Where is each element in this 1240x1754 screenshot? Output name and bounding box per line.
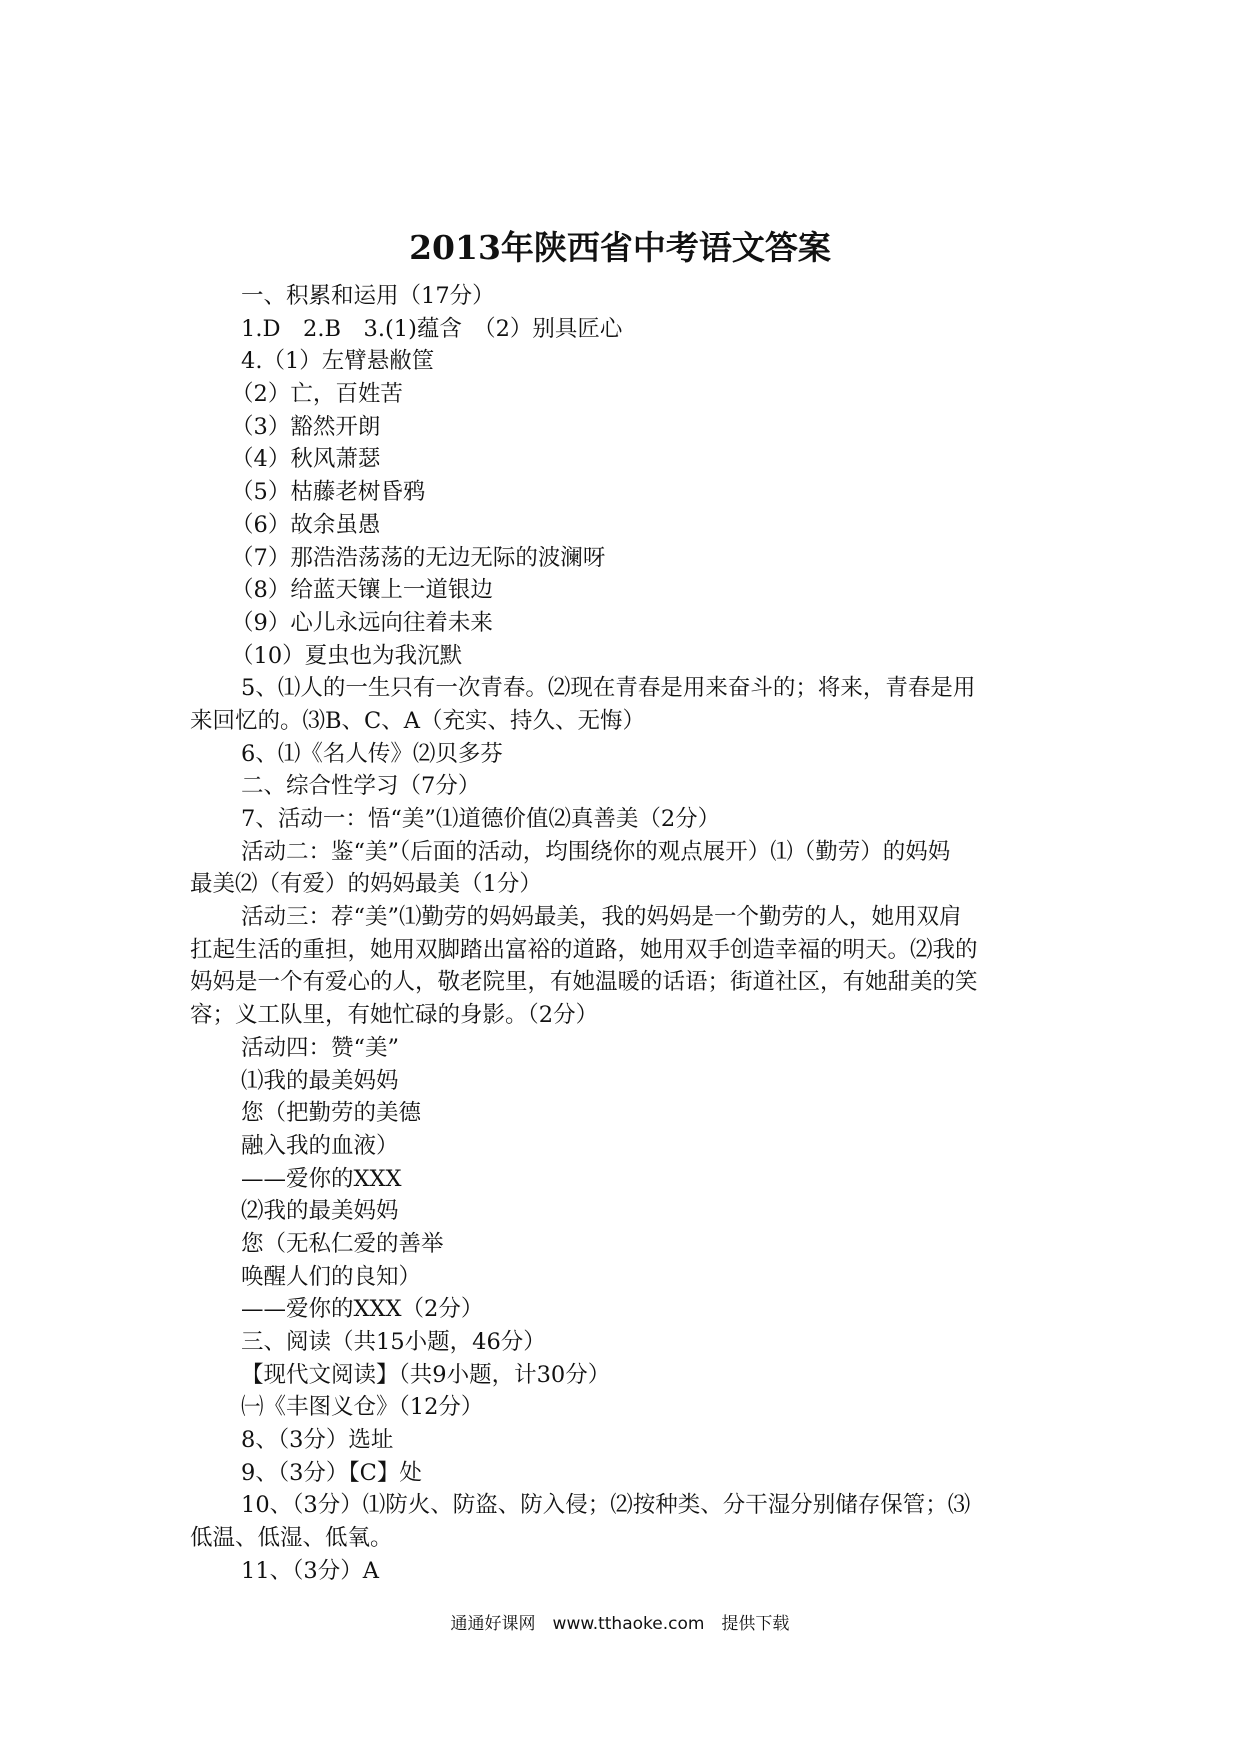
answer-line: 8、（3分）选址 [241, 1427, 394, 1454]
page-title: 2013年陕西省中考语文答案 [409, 228, 831, 267]
answer-line: 1.D 2.B 3.(1)蕴含 （2）别具匠心 [241, 315, 623, 342]
answer-line: 容；义工队里，有她忙碌的身影。（2分） [190, 1002, 599, 1029]
answer-body [190, 280, 1068, 1588]
answer-line: 唤醒人们的良知） [241, 1263, 422, 1290]
answer-line: ㈠《丰图义仓》（12分） [241, 1394, 484, 1421]
answer-line: 5、⑴人的一生只有一次青春。⑵现在青春是用来奋斗的；将来，青春是用 [241, 675, 976, 702]
answer-line: （7）那浩浩荡荡的无边无际的波澜呀 [231, 544, 606, 571]
answer-line: 最美⑵（有爱）的妈妈最美（1分） [190, 871, 542, 898]
answer-line: 三、阅读（共15小题，46分） [241, 1329, 546, 1355]
answer-line: 6、⑴《名人传》⑵贝多芬 [241, 740, 503, 767]
answer-line: 您（把勤劳的美德 [241, 1100, 422, 1127]
answer-line: （9）心儿永远向往着未来 [231, 609, 493, 636]
answer-line: 二、综合性学习（7分） [241, 773, 481, 800]
answer-line: 扛起生活的重担，她用双脚踏出富裕的道路，她用双手创造幸福的明天。⑵我的 [190, 936, 978, 963]
answer-line: 融入我的血液） [241, 1132, 399, 1159]
answer-line: 9、（3分）【C】处 [241, 1459, 422, 1486]
answer-line: ⑴我的最美妈妈 [241, 1067, 399, 1094]
answer-line: 7、活动一：悟“美”⑴道德价值⑵真善美（2分） [241, 806, 721, 832]
answer-line: 10、（3分）⑴防火、防盗、防入侵；⑵按种类、分干湿分别储存保管；⑶ [241, 1492, 971, 1519]
answer-line: （2）亡，百姓苦 [231, 381, 403, 408]
answer-line: （6）故余虽愚 [231, 511, 381, 538]
answer-line: （5）枯藤老树昏鸦 [231, 479, 426, 506]
answer-line: 4.（1）左臂悬敝筐 [241, 348, 435, 375]
answer-line: ⑵我的最美妈妈 [241, 1198, 399, 1225]
answer-line: 【现代文阅读】（共9小题，计30分） [241, 1361, 611, 1388]
answer-line: ——爱你的XXX [241, 1165, 402, 1192]
answer-line: 一、积累和运用（17分） [241, 283, 495, 309]
answer-line: 活动四：赞“美” [241, 1034, 400, 1061]
answer-line: （8）给蓝天镶上一道银边 [231, 577, 493, 604]
answer-line: （4）秋风萧瑟 [231, 446, 381, 473]
answer-line: 活动二：鉴“美”（后面的活动，均围绕你的观点展开）⑴（勤劳）的妈妈 [241, 838, 951, 865]
answer-line: 低温、低湿、低氧。 [190, 1525, 393, 1552]
answer-line: 妈妈是一个有爱心的人，敬老院里，有她温暖的话语；街道社区，有她甜美的笑 [190, 969, 978, 996]
answer-line: 11、（3分）A [241, 1557, 379, 1584]
answer-line: （3）豁然开朗 [231, 413, 381, 440]
answer-line: 您（无私仁爱的善举 [241, 1230, 444, 1257]
answer-line: ——爱你的XXX（2分） [241, 1296, 484, 1323]
answer-line: 活动三：荐“美”⑴勤劳的妈妈最美，我的妈妈是一个勤劳的人，她用双肩 [241, 904, 962, 931]
answer-line: 来回忆的。⑶B、C、A（充实、持久、无悔） [190, 707, 645, 734]
page-footer: 通通好课网 www.tthaoke.com 提供下载 [450, 1614, 790, 1634]
answer-line: （10）夏虫也为我沉默 [231, 642, 463, 669]
